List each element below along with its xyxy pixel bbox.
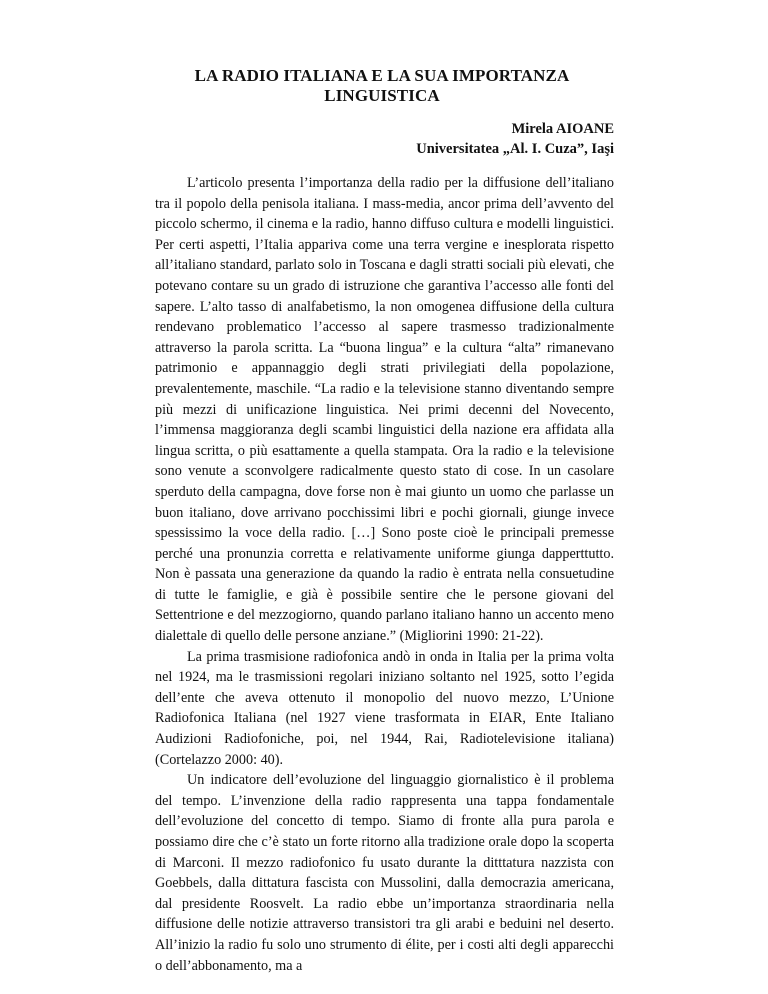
paragraph-abstract: L’articolo presenta l’importanza della radio per la diffusione dell’italiano tra il popolo della penisola italiana. I mass-media, ancor prima dell’avvento del piccolo schermo, il cinema e la radio, hanno diffuso cultura e modelli linguistici. Per certi aspetti, l’Italia appariva come una terra vergine e inesplorata rispetto all’italiano standard, parlato solo in Toscana e dagli stratti sociali più elevati, che potevano contare su un grado di istruzione che garantiva l’accesso alle fonti del sapere. L’alto tasso di analfabetismo, la non omogenea diffusione della cultura rendevano problematico l’accesso al sapere trasmesso tradizionalmente attraverso la parola scritta. La “buona lingua” e la cultura “alta” rimanevano patrimonio e appannaggio degli strati privilegiati della popolazione, prevalentemente, maschile. “La radio e la televisione stanno diventando sempre più mezzi di unificazione linguistica. Nei primi decenni del Novecento, l’immensa maggioranza degli scambi linguistici della nazione era affidata alla lingua scritta, o più esattamente a quella stampata. Ora la radio e la televisione sono venute a sconvolgere radicalmente questo stato di cose. In un casolare sperduto della campagna, dove forse non è mai giunto un uomo che parlasse un buon italiano, dove arrivano pocchissimi libri e pochi giornali, giunge invece spessissimo la voce della radio. […] Sono poste cioè le principali premesse perché una pronunzia corretta e relativamente uniforme giunga dapperttutto. Non è passata una generazione da quando la radio è entrata nella consuetudine di tutte le famiglie, e già è possibile sentire che le persone giovani del Settentrione e del mezzogiorno, quando parlano italiano hanno un accento meno dialettale di quello delle persone anziane.” (Migliorini 1990: 21-22). — [155, 175, 614, 645]
paragraph-time-evolution: Un indicatore dell’evoluzione del linguaggio giornalistico è il problema del tempo. L’invenzione della radio rappresenta una tappa fondamentale dell’evoluzione del concetto di tempo. Siamo di fronte alla pura parola e possiamo dire che c’è stato un forte ritorno alla tradizione orale dopo la scoperta di Marconi. Il mezzo radiofonico fu usato durante la ditttatura nazzista con Goebbels, dalla dittatura fascista con Mussolini, dalla democrazia americana, dal presidente Roosvelt. La radio ebbe un’importanza straordinaria nella diffusione delle notizie attraverso transistori tra gli arabi e beduini nel deserto. All’inizio la radio fu solo uno strumento di élite, per i costi alti degli apparecchi o dell’abbonamento, ma a — [155, 772, 614, 974]
author-block — [416, 119, 614, 159]
article-body — [155, 173, 614, 976]
paragraph-first-broadcast: La prima trasmisione radiofonica andò in onda in Italia per la prima volta nel 1924, ma le trasmissioni regolari iniziano soltanto nel 1925, sotto l’egida dell’ente che aveva ottenuto il monopolio del nuovo mezzo, L’Unione Radiofonica Italiana (nel 1927 viene trasformata in EIAR, Ente Italiano Audizioni Radiofoniche, poi, nel 1944, Rai, Radiotelevisione italiana) (Cortelazzo 2000: 40). — [155, 648, 614, 768]
article-title — [150, 66, 614, 106]
author-affiliation: Universitatea „Al. I. Cuza”, Iaşi — [416, 141, 614, 157]
author-name: Mirela AIOANE — [511, 121, 614, 137]
article-title-line-2: LINGUISTICA — [324, 86, 440, 105]
article-title-line-1: LA RADIO ITALIANA E LA SUA IMPORTANZA — [194, 66, 570, 85]
